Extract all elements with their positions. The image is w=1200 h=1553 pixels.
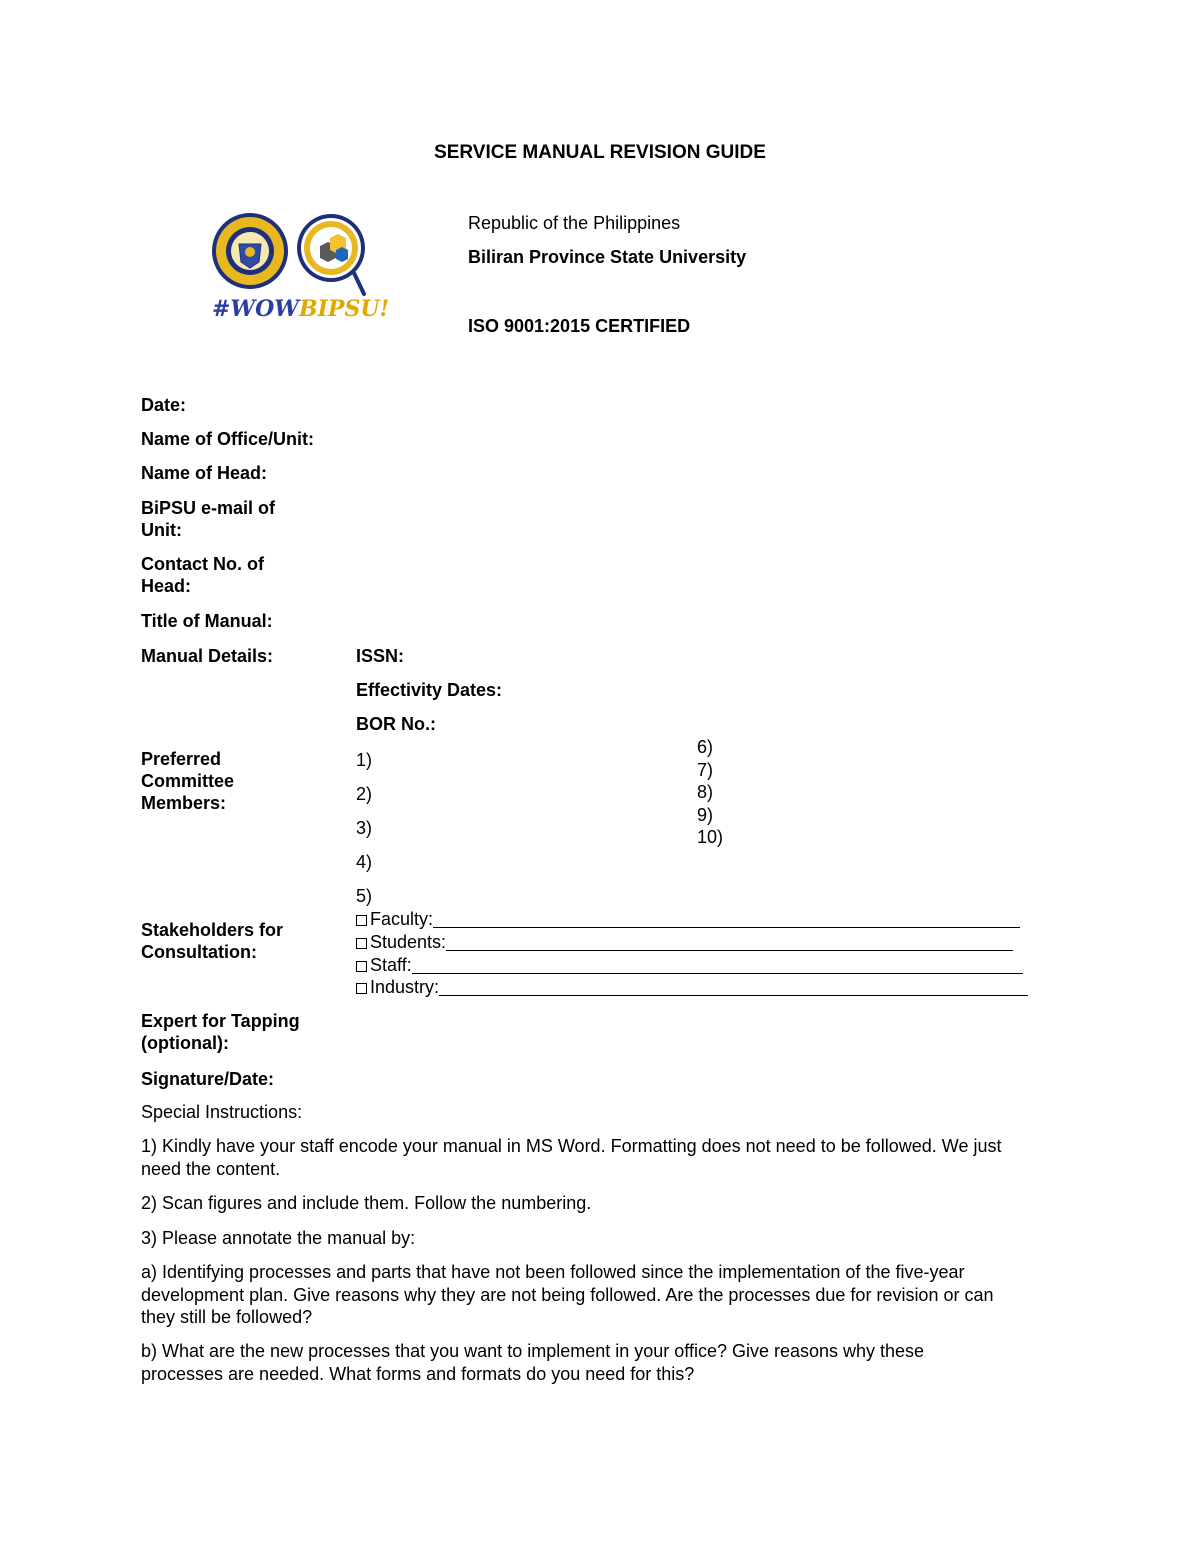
checkbox-icon[interactable] (356, 915, 367, 926)
member-1: 1) (356, 750, 373, 770)
iso-certification: ISO 9001:2015 CERTIFIED (468, 316, 691, 336)
checkbox-icon[interactable] (356, 961, 367, 972)
head-label: Name of Head: (141, 463, 268, 483)
checkbox-icon[interactable] (356, 938, 367, 949)
fill-line[interactable] (412, 957, 1023, 974)
member-9: 9) (697, 804, 714, 825)
fill-line[interactable] (446, 934, 1013, 951)
instruction-item: 3) Please annotate the manual by: (141, 1228, 416, 1248)
stakeholder-staff[interactable]: Staff: (356, 954, 1023, 976)
instruction-item: b) What are the new processes that you want to implement in your office? Give reasons why these processes are needed. What forms and formats do you need for this? (141, 1341, 925, 1384)
instruction-item: a) Identifying processes and parts that have not been followed since the implementation of the five-year development plan. Give reasons why they are not being followed. Are the processes due for revision or can they still be followed? (141, 1262, 994, 1327)
instruction-item: 2) Scan figures and include them. Follow the numbering. (141, 1193, 592, 1213)
member-5: 5) (356, 886, 373, 906)
expert-label: Expert for Tapping (optional): (141, 1011, 300, 1053)
checkbox-icon[interactable] (356, 983, 367, 994)
instructions-heading: Special Instructions: (141, 1102, 303, 1122)
logo-tagline: #WOWBIPSU! (212, 296, 390, 322)
member-6: 6) (697, 737, 714, 757)
country-name: Republic of the Philippines (468, 213, 681, 233)
university-logos (208, 206, 390, 328)
member-8: 8) (697, 782, 714, 802)
member-10: 10) (697, 827, 724, 847)
effectivity-label: Effectivity Dates: (356, 680, 503, 700)
university-name: Biliran Province State University (468, 247, 747, 267)
office-label: Name of Office/Unit: (141, 429, 315, 449)
member-2: 2) (356, 784, 373, 804)
contact-label: Contact No. of Head: (141, 554, 264, 596)
stakeholder-faculty[interactable]: Faculty: (356, 908, 1020, 930)
member-3: 3) (356, 818, 373, 838)
instruction-item: 1) Kindly have your staff encode your manual in MS Word. Formatting does not need to be followed. We just need the content. (141, 1136, 1002, 1179)
bor-label: BOR No.: (356, 714, 436, 734)
member-7: 7) (697, 759, 714, 780)
manual-title-label: Title of Manual: (141, 611, 273, 631)
stakeholders-label: Stakeholders for Consultation: (141, 920, 284, 962)
email-label: BiPSU e-mail of Unit: (141, 498, 276, 540)
member-4: 4) (356, 852, 373, 872)
date-label: Date: (141, 395, 187, 415)
issn-label: ISSN: (356, 646, 405, 666)
fill-line[interactable] (439, 979, 1028, 996)
signature-label: Signature/Date: (141, 1069, 275, 1089)
committee-label: Preferred Committee Members: (141, 749, 235, 813)
fill-line[interactable] (433, 911, 1020, 928)
stakeholder-industry[interactable]: Industry: (356, 976, 1028, 998)
manual-details-label: Manual Details: (141, 646, 274, 666)
stakeholder-students[interactable]: Students: (356, 931, 1013, 953)
document-title: SERVICE MANUAL REVISION GUIDE (434, 142, 766, 163)
